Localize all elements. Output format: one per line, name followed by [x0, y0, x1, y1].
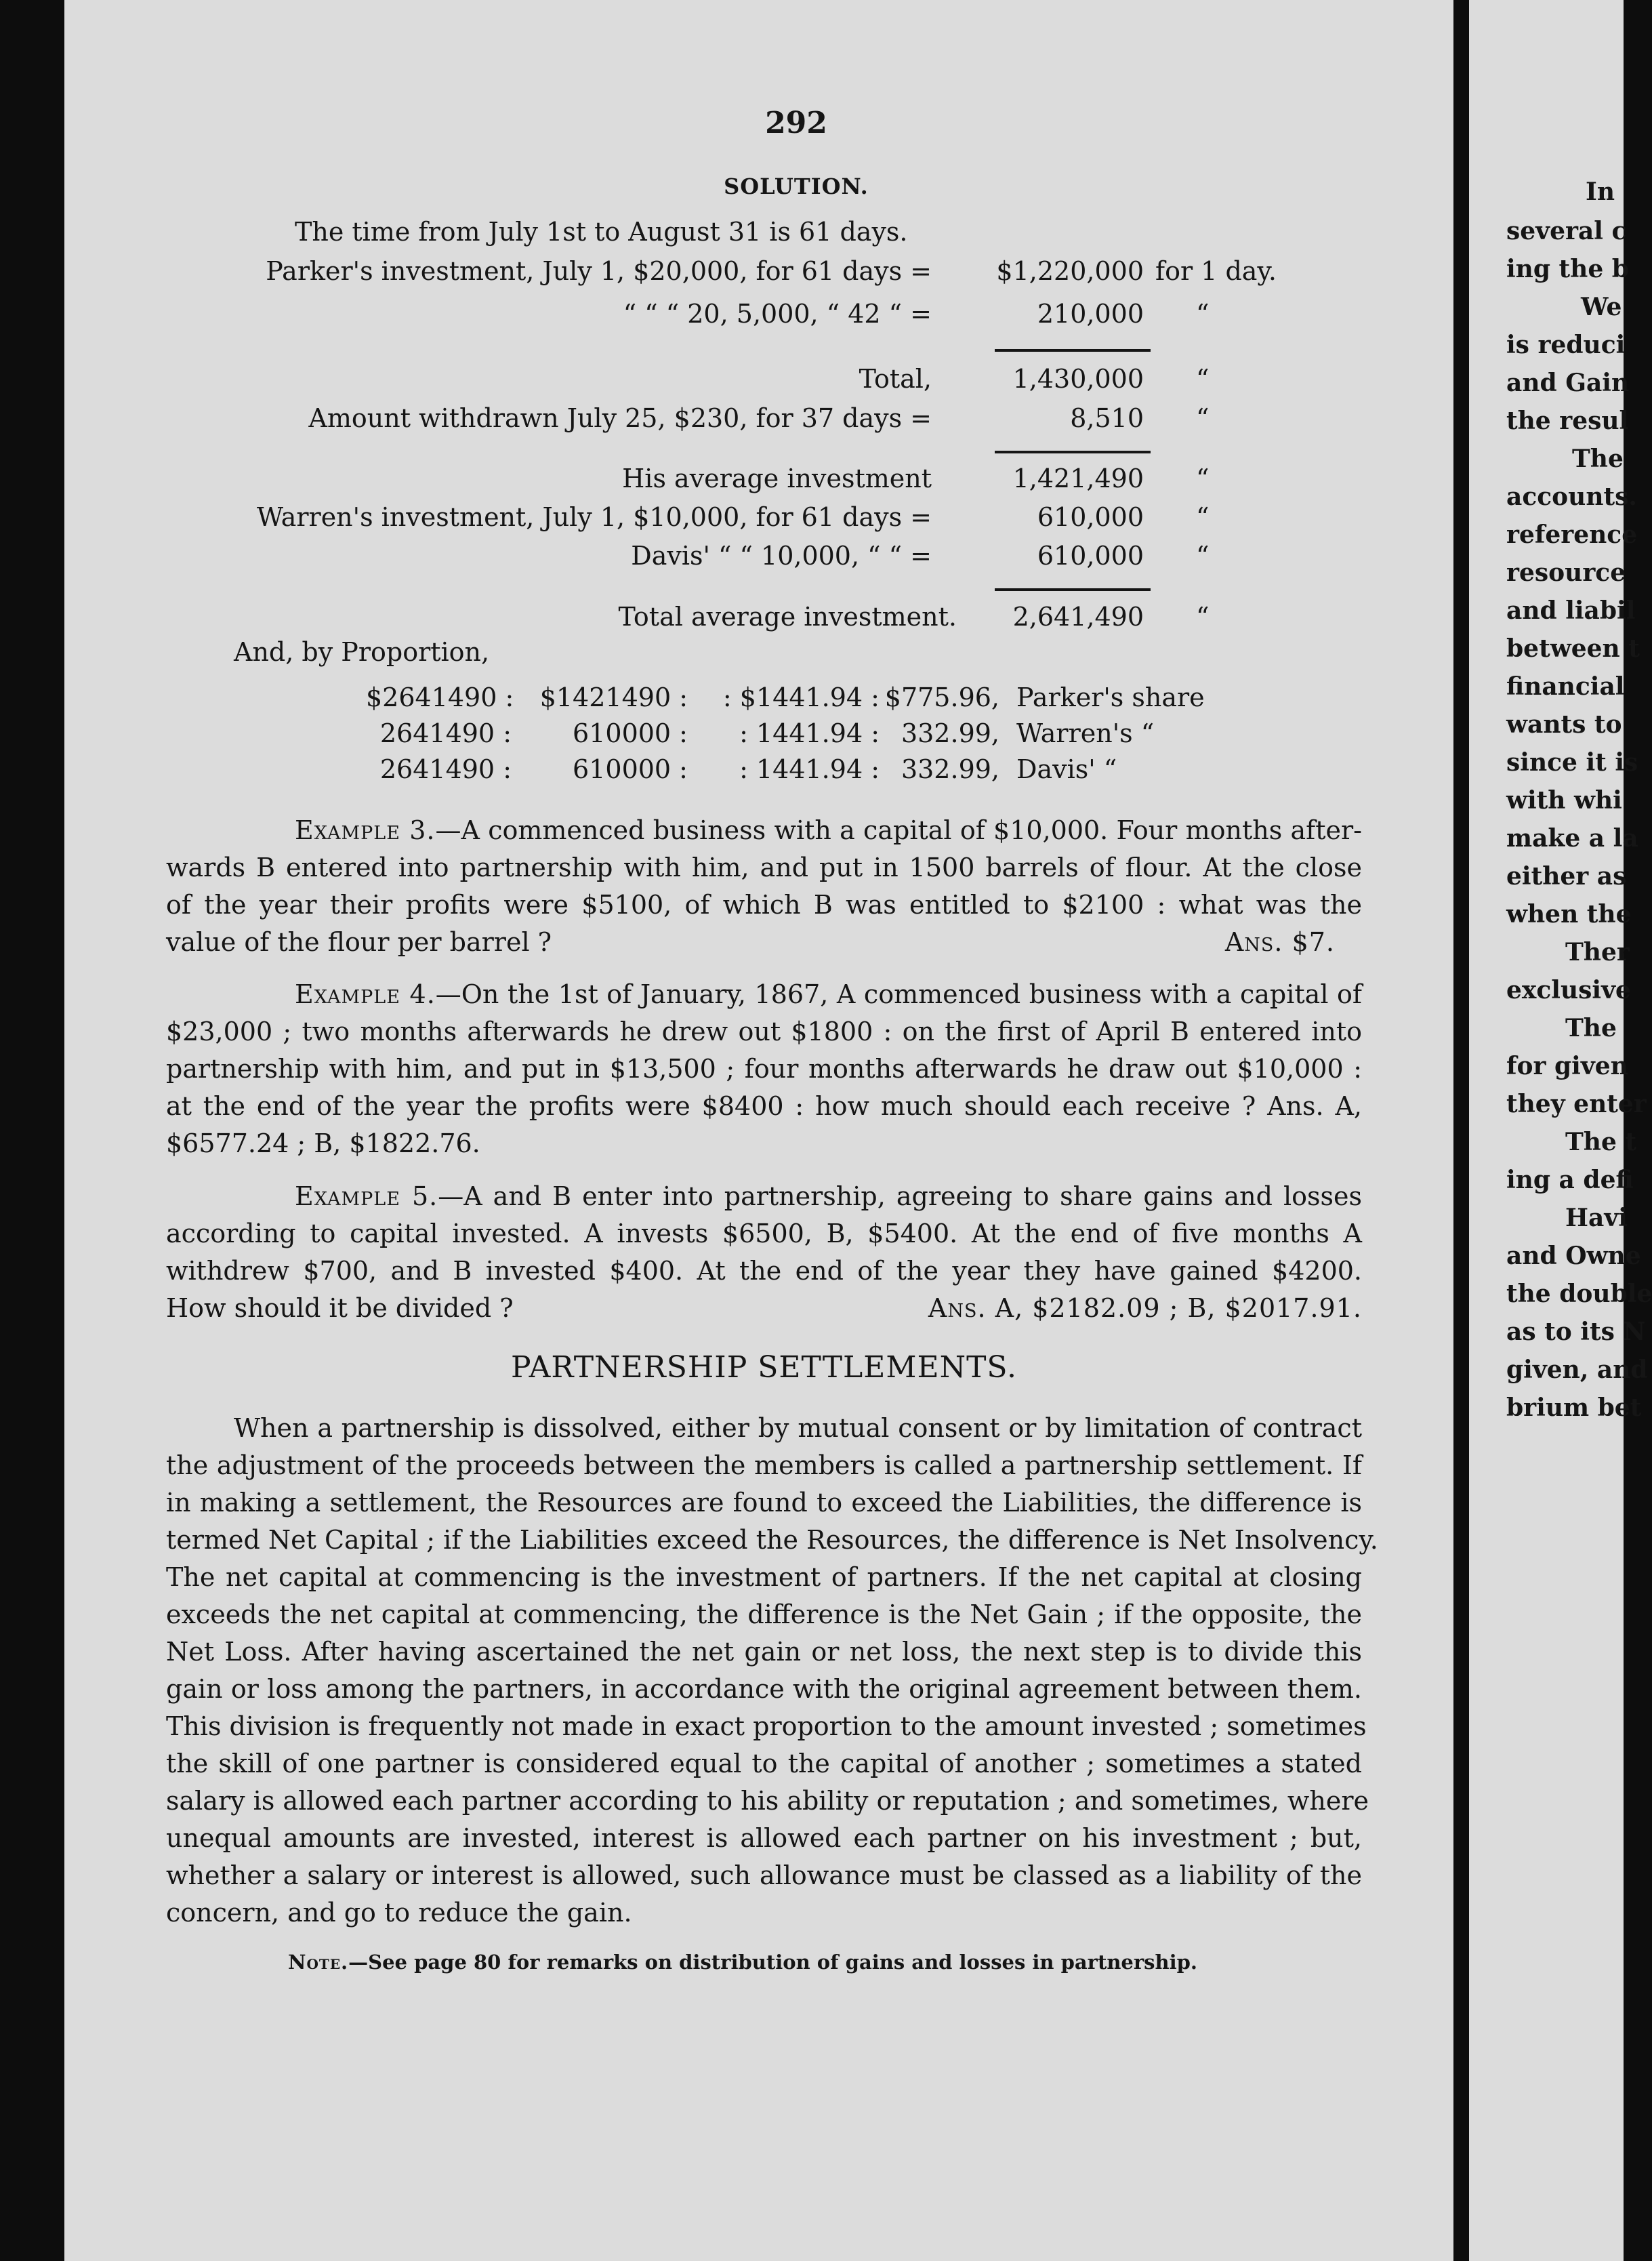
calc-value: 610,000 [1037, 541, 1144, 571]
calc-label: His average investment [622, 464, 932, 493]
calc-suffix: “ [1196, 299, 1210, 329]
section-heading: PARTNERSHIP SETTLEMENTS. [511, 1350, 1017, 1385]
proportion-cell: : 1441.94 : [739, 754, 880, 784]
note-text: —See page 80 for remarks on distribution of gains and losses in partnership. [348, 1951, 1197, 1974]
calc-suffix: “ [1196, 602, 1210, 632]
calc-label: Davis' “ “ 10,000, “ “ = [631, 541, 932, 571]
proportion-cell: Warren's “ [1016, 718, 1155, 748]
proportion-cell: Davis' “ [1016, 754, 1117, 784]
calc-label: Warren's investment, July 1, $10,000, for 61 days = [256, 502, 932, 532]
calc-label: Total average investment. [618, 602, 957, 632]
proportion-cell: 2641490 : [379, 718, 512, 748]
proportion-cell: 332.99, [901, 754, 999, 784]
calc-label: Amount withdrawn July 25, $230, for 37 days = [308, 403, 932, 433]
example-label: Example 3. [295, 815, 436, 845]
example-4: Example 4.—On the 1st of January, 1867, A commenced business with a capital of $23,000 ; two months afterwards he drew out $1800 : on the first of April B entered into partnership with him, and put in $13,500 ; four months afterwards he draw out $10,000 : at the end of the year the profits were $8400 : how much should each receive ? Ans. A, $6577.24 ; B, $1822.76. [166, 979, 1362, 1158]
calc-label: Parker's investment, July 1, $20,000, for 61 days = [266, 256, 932, 286]
calc-suffix: “ [1196, 364, 1210, 394]
footnote [288, 1951, 1197, 1974]
sum-rule [995, 349, 1151, 352]
proportion-cell: $1421490 : [539, 683, 688, 712]
proportion-cell: 610000 : [573, 754, 688, 784]
proportion-cell: 332.99, [901, 718, 999, 748]
calc-value: $1,220,000 [996, 256, 1144, 286]
example-answer: Ans. $7. [1224, 927, 1335, 957]
proportion-cell: $775.96, [884, 683, 999, 712]
sum-rule [995, 588, 1151, 591]
calc-suffix: “ [1196, 403, 1210, 433]
sum-rule [995, 451, 1151, 453]
calc-label: Total, [859, 364, 932, 394]
example-answer: Ans. A, $2182.09 ; B, $2017.91. [928, 1293, 1362, 1323]
solution-heading: SOLUTION. [724, 174, 869, 199]
calc-value: 1,421,490 [1012, 464, 1144, 493]
settlement-paragraph: When a partnership is dissolved, either by mutual consent or by limitation of contract the adjustment of the proceeds between the members is called a partnership settlement. If in making a settlement, the Resources are found to exceed the Liabilities, the difference is termed Net Capital ; if the Liabilities exceed the Resources, the difference is Net Insolvency. The net capital at commencing is the investment of partners. If the net capital at closing exceeds the net capital at commencing, the difference is the Net Gain ; if the opposite, the Net Loss. After having ascertained the net gain or net loss, the next step is to divide this gain or loss among the partners, in accordance with the original agreement between them. This division is frequently not made in exact proportion to the amount invested ; sometimes the skill of one partner is considered equal to the capital of another ; sometimes a stated salary is allowed each partner according to his ability or reputation ; and sometimes, where unequal amounts are invested, interest is allowed each partner on his investment ; but, whether a salary or interest is allowed, such allowance must be classed as a liability of the concern, and go to reduce the gain. [166, 1413, 1378, 1928]
example-label: Example 5. [295, 1181, 438, 1211]
proportion-cell: : $1441.94 : [722, 683, 880, 712]
proportion-cell: 610000 : [573, 718, 688, 748]
solution-intro: The time from July 1st to August 31 is 61 days. [295, 217, 908, 247]
proportion-intro: And, by Proportion, [234, 637, 490, 667]
page-number: 292 [765, 106, 827, 140]
note-label: Note. [288, 1951, 349, 1974]
calc-value: 2,641,490 [1012, 602, 1144, 632]
proportion-cell: $2641490 : [366, 683, 514, 712]
proportion-cell: 2641490 : [379, 754, 512, 784]
calc-value: 1,430,000 [1012, 364, 1144, 394]
proportion-cell: : 1441.94 : [739, 718, 880, 748]
calc-suffix: “ [1196, 541, 1210, 571]
calc-label: “ “ “ 20, 5,000, “ 42 “ = [623, 299, 932, 329]
calc-suffix: “ [1196, 464, 1210, 493]
calc-suffix: “ [1196, 502, 1210, 532]
proportion-cell: Parker's share [1016, 683, 1205, 712]
calc-value: 8,510 [1070, 403, 1144, 433]
calc-value: 610,000 [1037, 502, 1144, 532]
example-5: Example 5.—A and B enter into partnership, agreeing to share gains and losses according to capital invested. A invests $6500, B, $5400. At the end of five months A withdrew $700, and B invested $400. At the end of the year they have gained $4200. How should it be divided ? Ans. A, $2182.09 ; B, $2017.91. [166, 1178, 1362, 1327]
calc-value: 210,000 [1037, 299, 1144, 329]
example-label: Example 4. [295, 979, 436, 1009]
calc-suffix: for 1 day. [1155, 256, 1277, 286]
example-3: Example 3.—A commenced business with a capital of $10,000. Four months after- wards B entered into partnership with him, and put in 1500 barrels of flour. At the close of the year their profits were $5100, of which B was entitled to $2100 : what was the value of the flour per barrel ? Ans. $7. [166, 812, 1362, 961]
